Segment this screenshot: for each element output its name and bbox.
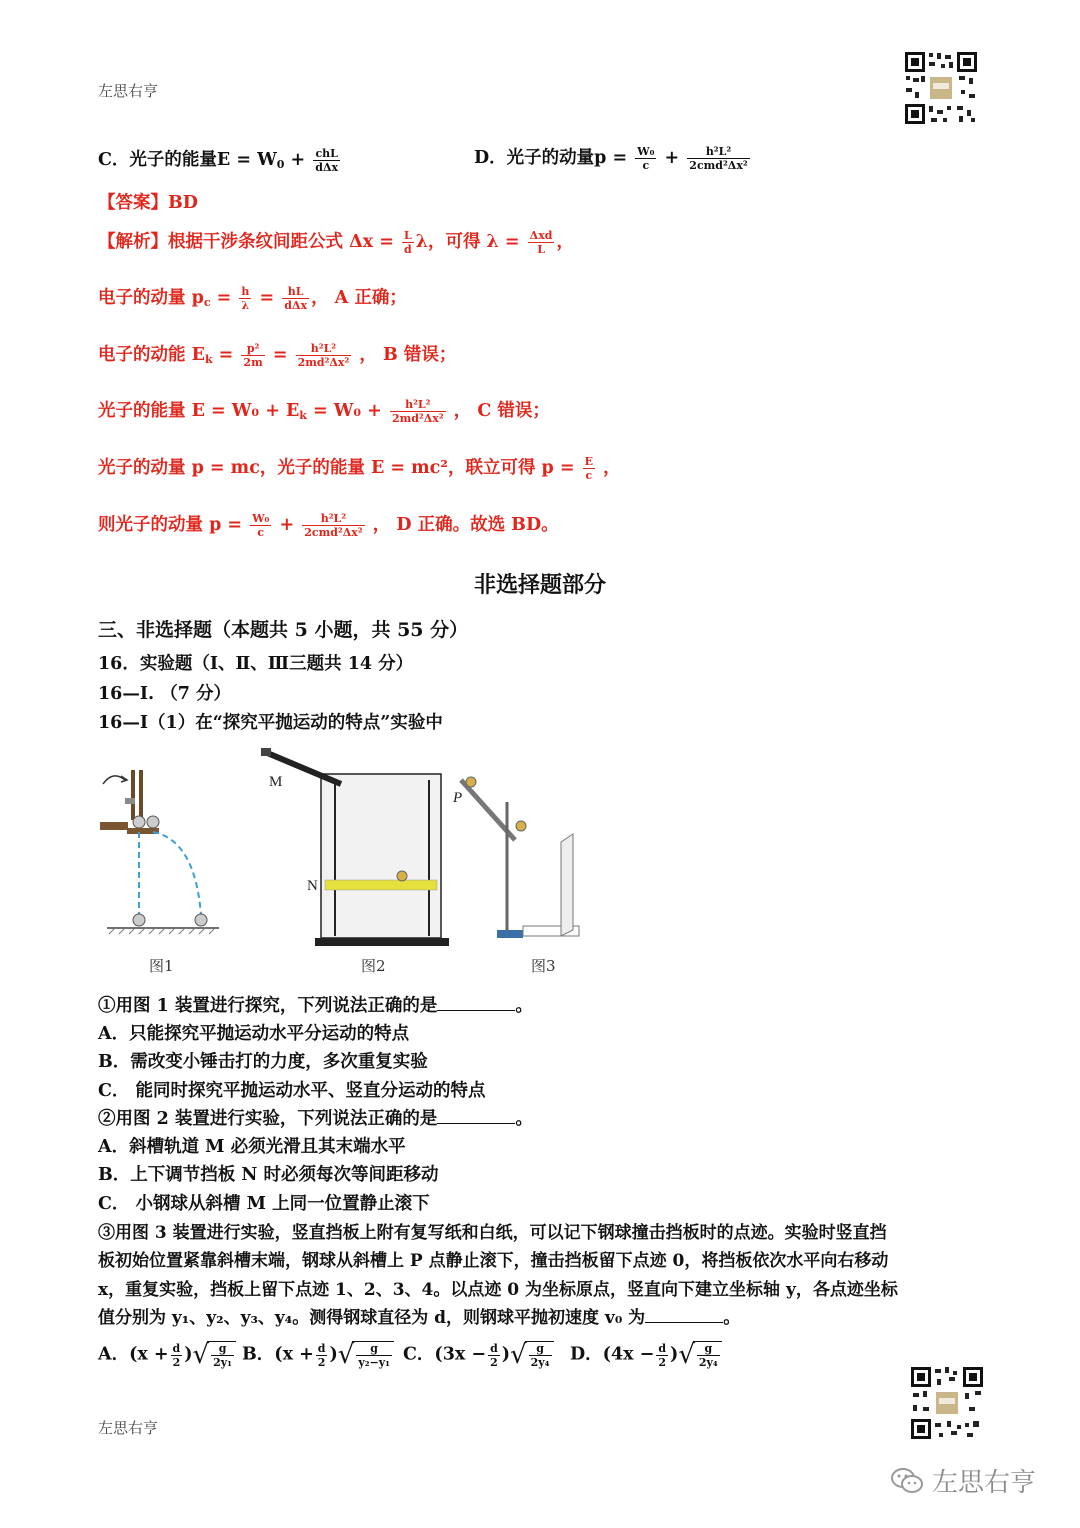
q1-answer-blank[interactable]	[437, 996, 515, 1011]
q1-option-b: B．需改变小锤击打的力度，多次重复实验	[98, 1052, 428, 1072]
q2-stem: ②用图 2 装置进行实验，下列说法正确的是 。	[98, 1109, 533, 1129]
q2-option-b: B．上下调节挡板 N 时必须每次等间距移动	[98, 1165, 439, 1185]
footer-brand: 左思右亨	[98, 1419, 159, 1437]
q1-stem: ①用图 1 装置进行探究，下列说法正确的是 。	[98, 996, 533, 1016]
analysis-line-6: 则光子的动量 p = $\frac{\text{W₀}}{c}$ + $\frac{\text{h²L²}}{\text{2cmd²Δx²}}$ ， D 正确。故选 BD。	[98, 512, 559, 539]
part3-title: 三、非选择题（本题共 5 小题，共 55 分）	[98, 619, 469, 641]
fig2-label: 图2	[361, 957, 386, 975]
header-brand: 左思右亨	[98, 82, 159, 100]
fig3-label: 图3	[531, 957, 556, 975]
section-title: 非选择题部分	[473, 572, 606, 598]
q16-title: 16．实验题（Ⅰ、Ⅱ、Ⅲ三题共 14 分）	[98, 654, 414, 674]
q1-option-a: A．只能探究平抛运动水平分运动的特点	[98, 1024, 410, 1044]
qr-code-top[interactable]	[903, 50, 979, 126]
figure-1-drawing	[100, 770, 219, 934]
option-c: C．光子的能量$E = W_0$ + $\frac{\text{chL}}{\text{dΔx}}$	[98, 147, 339, 174]
q3-line-4: 值分别为 y₁、y₂、y₃、y₄。测得钢球直径为 d，则钢球平抛初速度 v₀ 为 。	[98, 1308, 741, 1328]
label-m: M	[269, 774, 283, 790]
figure-3-drawing	[461, 777, 579, 938]
analysis-line-4: 光子的能量 $E = W_0 + E_k = W_0$ + $\frac{\text{h²L²}}{\text{2md²Δx²}}$ ， C 错误；	[98, 398, 550, 425]
q2-option-c: C． 小钢球从斜槽 M 上同一位置静止滚下	[98, 1194, 430, 1214]
option-d: D．光子的动量p = $\frac{\text{W₀}}{c}$ + $\frac{\text{h²L²}}{\text{2cmd²Δx²}}$	[474, 145, 748, 172]
label-n: N	[307, 878, 318, 894]
wechat-account-name: 左思右亨	[932, 1468, 1037, 1498]
q1-option-c: C． 能同时探究平抛运动水平、竖直分运动的特点	[98, 1081, 486, 1101]
label-p: P	[453, 790, 463, 806]
figure-2-drawing	[261, 748, 449, 946]
q3-line-2: 板初始位置紧靠斜槽末端，钢球从斜槽上 P 点静止滚下，撞击挡板留下点迹 0，将挡板依次水平向右移动	[98, 1251, 889, 1271]
analysis-line-5: 光子的动量 p = mc，光子的能量 E = mc²，联立可得 p = $\frac{E}{c}$ ，	[98, 455, 621, 482]
analysis-line-2: 电子的动量 $p_c$ = $\frac{h}{\lambda}$ = $\frac{hL}{\text{dΔx}}$ ， A 正确；	[98, 285, 407, 312]
q2-answer-blank[interactable]	[437, 1109, 515, 1124]
analysis-line-1: 【解析】根据干涉条纹间距公式 Δx = $\frac{L}{d}$ λ，可得 λ = $\frac{\text{Δxd}}{L}$ ，	[98, 229, 574, 256]
q3-option-b: B．(x + $\frac{d}{2}$ )√ $\frac{g}{\text{y₂−y₁}}$	[242, 1340, 394, 1370]
q16-1-1-title: 16—I（1）在“探究平抛运动的特点”实验中	[98, 713, 443, 733]
wechat-watermark	[890, 1462, 1036, 1499]
wechat-icon	[890, 1466, 924, 1496]
qr-code-bottom[interactable]	[909, 1365, 985, 1441]
q3-option-d: D．(4x − $\frac{d}{2}$ )√ $\frac{g}{\text{2y₄}}$	[570, 1340, 722, 1370]
q3-line-3: x，重复实验，挡板上留下点迹 1、2、3、4。以点迹 0 为坐标原点，竖直向下建立坐标轴 y，各点迹坐标	[98, 1280, 898, 1300]
answer-line: 【答案】BD	[98, 193, 198, 213]
q3-option-a: A．(x + $\frac{d}{2}$ )√ $\frac{g}{\text{2y₁}}$	[98, 1340, 236, 1370]
experiment-figures	[95, 740, 585, 955]
q3-line-1: ③用图 3 装置进行实验，竖直挡板上附有复写纸和白纸，可以记下钢球撞击挡板时的点迹。实验时竖直挡	[98, 1223, 887, 1243]
q3-option-c: C．(3x − $\frac{d}{2}$ )√ $\frac{g}{\text{2y₄}}$	[403, 1340, 554, 1370]
analysis-line-3: 电子的动能 $E_k$ = $\frac{\text{p²}}{2m}$ = $\frac{\text{h²L²}}{\text{2md²Δx²}}$ ， B 错误；	[98, 342, 457, 369]
q2-option-a: A．斜槽轨道 M 必须光滑且其末端水平	[98, 1137, 406, 1157]
fig1-label: 图1	[149, 957, 174, 975]
q16-1-title: 16—I. （7 分）	[98, 684, 231, 704]
q3-answer-blank[interactable]	[645, 1308, 723, 1323]
